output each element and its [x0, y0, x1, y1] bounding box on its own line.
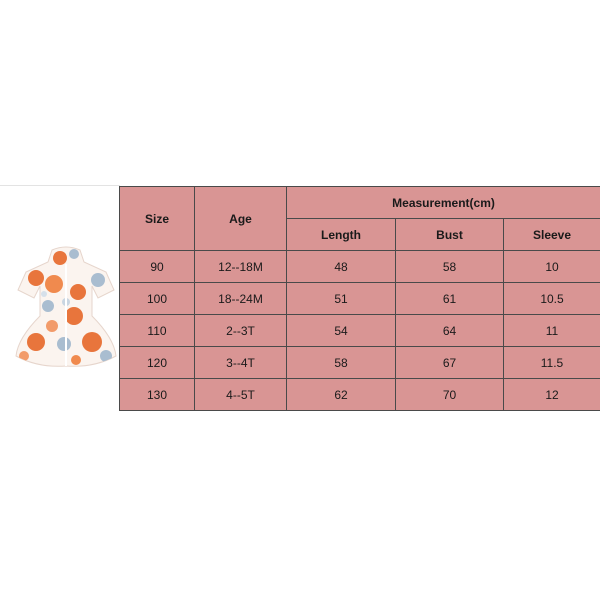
table-row	[120, 315, 600, 347]
size-cell: 110	[120, 315, 195, 347]
sleeve-header: Sleeve	[504, 219, 600, 251]
length-cell: 54	[287, 315, 396, 347]
sleeve-cell: 10.5	[504, 283, 600, 315]
length-cell: 51	[287, 283, 396, 315]
size-cell: 90	[120, 251, 195, 283]
sleeve-cell: 11	[504, 315, 600, 347]
sleeve-cell: 11.5	[504, 347, 600, 379]
bust-cell: 67	[396, 347, 504, 379]
bust-header: Bust	[396, 219, 504, 251]
length-cell: 62	[287, 379, 396, 411]
table-row	[120, 379, 600, 411]
measurement-header: Measurement(cm)	[287, 187, 600, 219]
age-cell: 12--18M	[195, 251, 287, 283]
bust-cell: 64	[396, 315, 504, 347]
size-cell: 130	[120, 379, 195, 411]
hooded-floral-dress-icon	[14, 246, 118, 368]
length-cell: 58	[287, 347, 396, 379]
size-cell: 120	[120, 347, 195, 379]
age-header: Age	[195, 187, 287, 251]
table-row	[120, 347, 600, 379]
bust-cell: 70	[396, 379, 504, 411]
length-cell: 48	[287, 251, 396, 283]
bust-cell: 58	[396, 251, 504, 283]
table-row	[120, 283, 600, 315]
age-cell: 4--5T	[195, 379, 287, 411]
table-row	[120, 251, 600, 283]
divider-line	[0, 185, 120, 186]
length-header: Length	[287, 219, 396, 251]
size-cell: 100	[120, 283, 195, 315]
size-chart-table	[119, 186, 600, 411]
age-cell: 18--24M	[195, 283, 287, 315]
sleeve-cell: 12	[504, 379, 600, 411]
age-cell: 3--4T	[195, 347, 287, 379]
age-cell: 2--3T	[195, 315, 287, 347]
size-header: Size	[120, 187, 195, 251]
bust-cell: 61	[396, 283, 504, 315]
header-row	[120, 187, 600, 219]
sleeve-cell: 10	[504, 251, 600, 283]
